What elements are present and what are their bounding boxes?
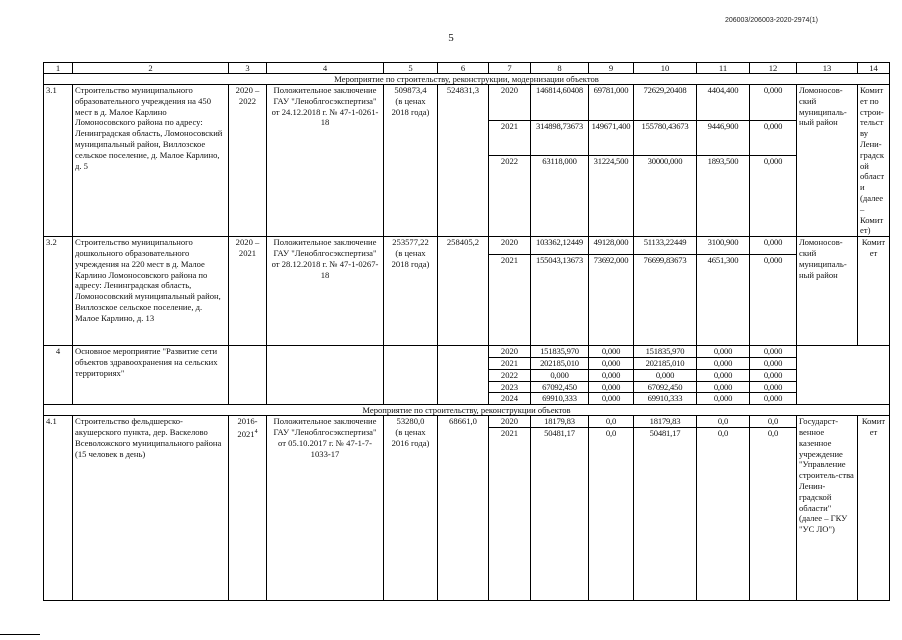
value-cell: 0,000 (750, 393, 797, 405)
value-cell: 18179,83 (634, 416, 697, 428)
item-executor: Комитет по строи-тельству Лени-градской области (далее – Комитет) (858, 85, 890, 237)
value-cell: 149671,400 (589, 120, 634, 156)
item-col6: 524831,3 (438, 85, 489, 237)
item-cost: 509873,4 (в ценах 2018 года) (384, 85, 438, 237)
empty-cell (438, 346, 489, 405)
value-cell: 0,000 (589, 357, 634, 369)
value-cell: 0,000 (750, 369, 797, 381)
year-cell: 2023 (489, 381, 531, 393)
item-name: Строительство муниципального образовательного учреждения на 450 мест в д. Малое Карлино Ломоносовского района по адресу: Ленинградская область, Ломоносовский муниципальный район, Виллозское сельское поселение, д. Малое Карлино, д. 5 (73, 85, 229, 237)
table-row (44, 85, 890, 121)
value-cell: 103362,12449 (531, 237, 589, 255)
value-cell: 0,000 (589, 346, 634, 358)
value-cell: 76699,83673 (634, 255, 697, 346)
value-cell: 0,000 (697, 381, 750, 393)
value-cell: 0,000 (697, 357, 750, 369)
value-cell: 72629,20408 (634, 85, 697, 121)
item-expertise: Положительное заключение ГАУ "Леноблгосэкспертиза" от 28.12.2018 г. № 47-1-0267-18 (267, 237, 384, 346)
item-executor: Комитет (858, 237, 890, 346)
item-number: 3.1 (44, 85, 73, 237)
item-cost: 253577,22 (в ценах 2018 года) (384, 237, 438, 346)
value-cell: 0,000 (750, 346, 797, 358)
value-cell: 0,0 (750, 416, 797, 428)
column-number: 4 (267, 63, 384, 74)
item-customer: Ломоносов-ский муниципаль-ный район (797, 237, 858, 346)
item-cost: 53280,0 (в ценах 2016 года) (384, 416, 438, 601)
item-number: 4 (44, 346, 73, 405)
value-cell: 0,000 (750, 120, 797, 156)
value-cell: 0,000 (750, 85, 797, 121)
item-name: Основное мероприятие "Развитие сети объектов здравоохранения на сельских территориях" (73, 346, 229, 405)
value-cell: 0,0 (589, 427, 634, 600)
value-cell: 69781,000 (589, 85, 634, 121)
item-executor: Комитет (858, 416, 890, 601)
value-cell: 73692,000 (589, 255, 634, 346)
value-cell: 0,000 (697, 393, 750, 405)
value-cell: 67092,450 (531, 381, 589, 393)
year-cell: 2021 (489, 357, 531, 369)
value-cell: 0,000 (750, 255, 797, 346)
item-col6: 68661,0 (438, 416, 489, 601)
value-cell: 0,000 (697, 346, 750, 358)
empty-cell (267, 346, 384, 405)
item-customer: Ломоносов-ский муниципаль-ный район (797, 85, 858, 237)
year-cell: 2020 (489, 416, 531, 428)
value-cell: 18179,83 (531, 416, 589, 428)
year-cell: 2022 (489, 369, 531, 381)
value-cell: 50481,17 (531, 427, 589, 600)
item-number: 4.1 (44, 416, 73, 601)
value-cell: 155043,13673 (531, 255, 589, 346)
value-cell: 0,0 (697, 416, 750, 428)
column-number: 1 (44, 63, 73, 74)
year-cell: 2021 (489, 255, 531, 346)
year-cell: 2022 (489, 156, 531, 237)
item-expertise: Положительное заключение ГАУ "Леноблгосэкспертиза" от 05.10.2017 г. № 47-1-7-1033-17 (267, 416, 384, 601)
value-cell: 3100,900 (697, 237, 750, 255)
column-number: 3 (229, 63, 267, 74)
value-cell: 30000,000 (634, 156, 697, 237)
section-heading: Мероприятие по строительству, реконструкции объектов (44, 405, 890, 416)
value-cell: 151835,970 (634, 346, 697, 358)
value-cell: 50481,17 (634, 427, 697, 600)
year-cell: 2021 (489, 427, 531, 600)
year-cell: 2021 (489, 120, 531, 156)
column-number: 2 (73, 63, 229, 74)
item-period: 2020 – 2021 (229, 237, 267, 346)
column-number: 9 (589, 63, 634, 74)
value-cell: 0,000 (589, 369, 634, 381)
value-cell: 0,000 (750, 156, 797, 237)
page-number: 5 (448, 32, 454, 44)
value-cell: 0,0 (750, 427, 797, 600)
document-id: 206003/206003-2020-2974(1) (724, 17, 818, 24)
column-number-row (44, 63, 890, 74)
column-number: 13 (797, 63, 858, 74)
item-period: 2016-2021$^4$ (229, 416, 267, 601)
value-cell: 63118,000 (531, 156, 589, 237)
column-number: 11 (697, 63, 750, 74)
column-number: 10 (634, 63, 697, 74)
value-cell: 1893,500 (697, 156, 750, 237)
column-number: 7 (489, 63, 531, 74)
item-customer: Государст-венное казенное учреждение "Управление строитель-ства Ленин-градской области" (далее – ГКУ "УС ЛО") (797, 416, 858, 601)
column-number: 5 (384, 63, 438, 74)
column-number: 14 (858, 63, 890, 74)
item-number: 3.2 (44, 237, 73, 346)
section-heading-row (44, 405, 890, 416)
value-cell: 0,000 (750, 237, 797, 255)
item-name: Строительство муниципального дошкольного образовательного учреждения на 220 мест в д. Малое Карлино Ломоносовского района по адресу: Ленинградская область, Ломоносовский муниципальный район, Виллозское сельское поселение, д. Малое Карлино, д. 13 (73, 237, 229, 346)
value-cell: 0,000 (589, 393, 634, 405)
value-cell: 4651,300 (697, 255, 750, 346)
value-cell: 31224,500 (589, 156, 634, 237)
column-number: 12 (750, 63, 797, 74)
value-cell: 0,000 (750, 357, 797, 369)
value-cell: 4404,400 (697, 85, 750, 121)
value-cell: 67092,450 (634, 381, 697, 393)
value-cell: 0,0 (697, 427, 750, 600)
value-cell: 0,000 (589, 381, 634, 393)
table-row (44, 237, 890, 255)
value-cell: 9446,900 (697, 120, 750, 156)
section-heading: Мероприятие по строительству, реконструкции, модернизации объектов (44, 74, 890, 85)
empty-cell (384, 346, 438, 405)
value-cell: 155780,43673 (634, 120, 697, 156)
value-cell: 0,000 (750, 381, 797, 393)
empty-cell (797, 346, 890, 405)
value-cell: 314898,73673 (531, 120, 589, 156)
column-number: 6 (438, 63, 489, 74)
value-cell: 151835,970 (531, 346, 589, 358)
value-cell: 51133,22449 (634, 237, 697, 255)
item-name: Строительство фельдшерско-акушерского пункта, дер. Васкелово Всеволожского муниципального района (15 человек в день) (73, 416, 229, 601)
value-cell: 202185,010 (634, 357, 697, 369)
program-table (43, 62, 890, 601)
value-cell: 0,000 (697, 369, 750, 381)
value-cell: 0,000 (634, 369, 697, 381)
section-heading-row (44, 74, 890, 85)
item-expertise: Положительное заключение ГАУ "Леноблгосэкспертиза" от 24.12.2018 г. № 47-1-0261-18 (267, 85, 384, 237)
item-col6: 258405,2 (438, 237, 489, 346)
empty-cell (229, 346, 267, 405)
value-cell: 0,0 (589, 416, 634, 428)
item-period: 2020 – 2022 (229, 85, 267, 237)
column-number: 8 (531, 63, 589, 74)
value-cell: 0,000 (531, 369, 589, 381)
value-cell: 146814,60408 (531, 85, 589, 121)
year-cell: 2020 (489, 237, 531, 255)
value-cell: 202185,010 (531, 357, 589, 369)
year-cell: 2024 (489, 393, 531, 405)
value-cell: 69910,333 (634, 393, 697, 405)
year-cell: 2020 (489, 346, 531, 358)
year-cell: 2020 (489, 85, 531, 121)
table-row (44, 346, 890, 358)
table-row (44, 416, 890, 428)
footnote-rule (0, 634, 40, 635)
value-cell: 49128,000 (589, 237, 634, 255)
value-cell: 69910,333 (531, 393, 589, 405)
